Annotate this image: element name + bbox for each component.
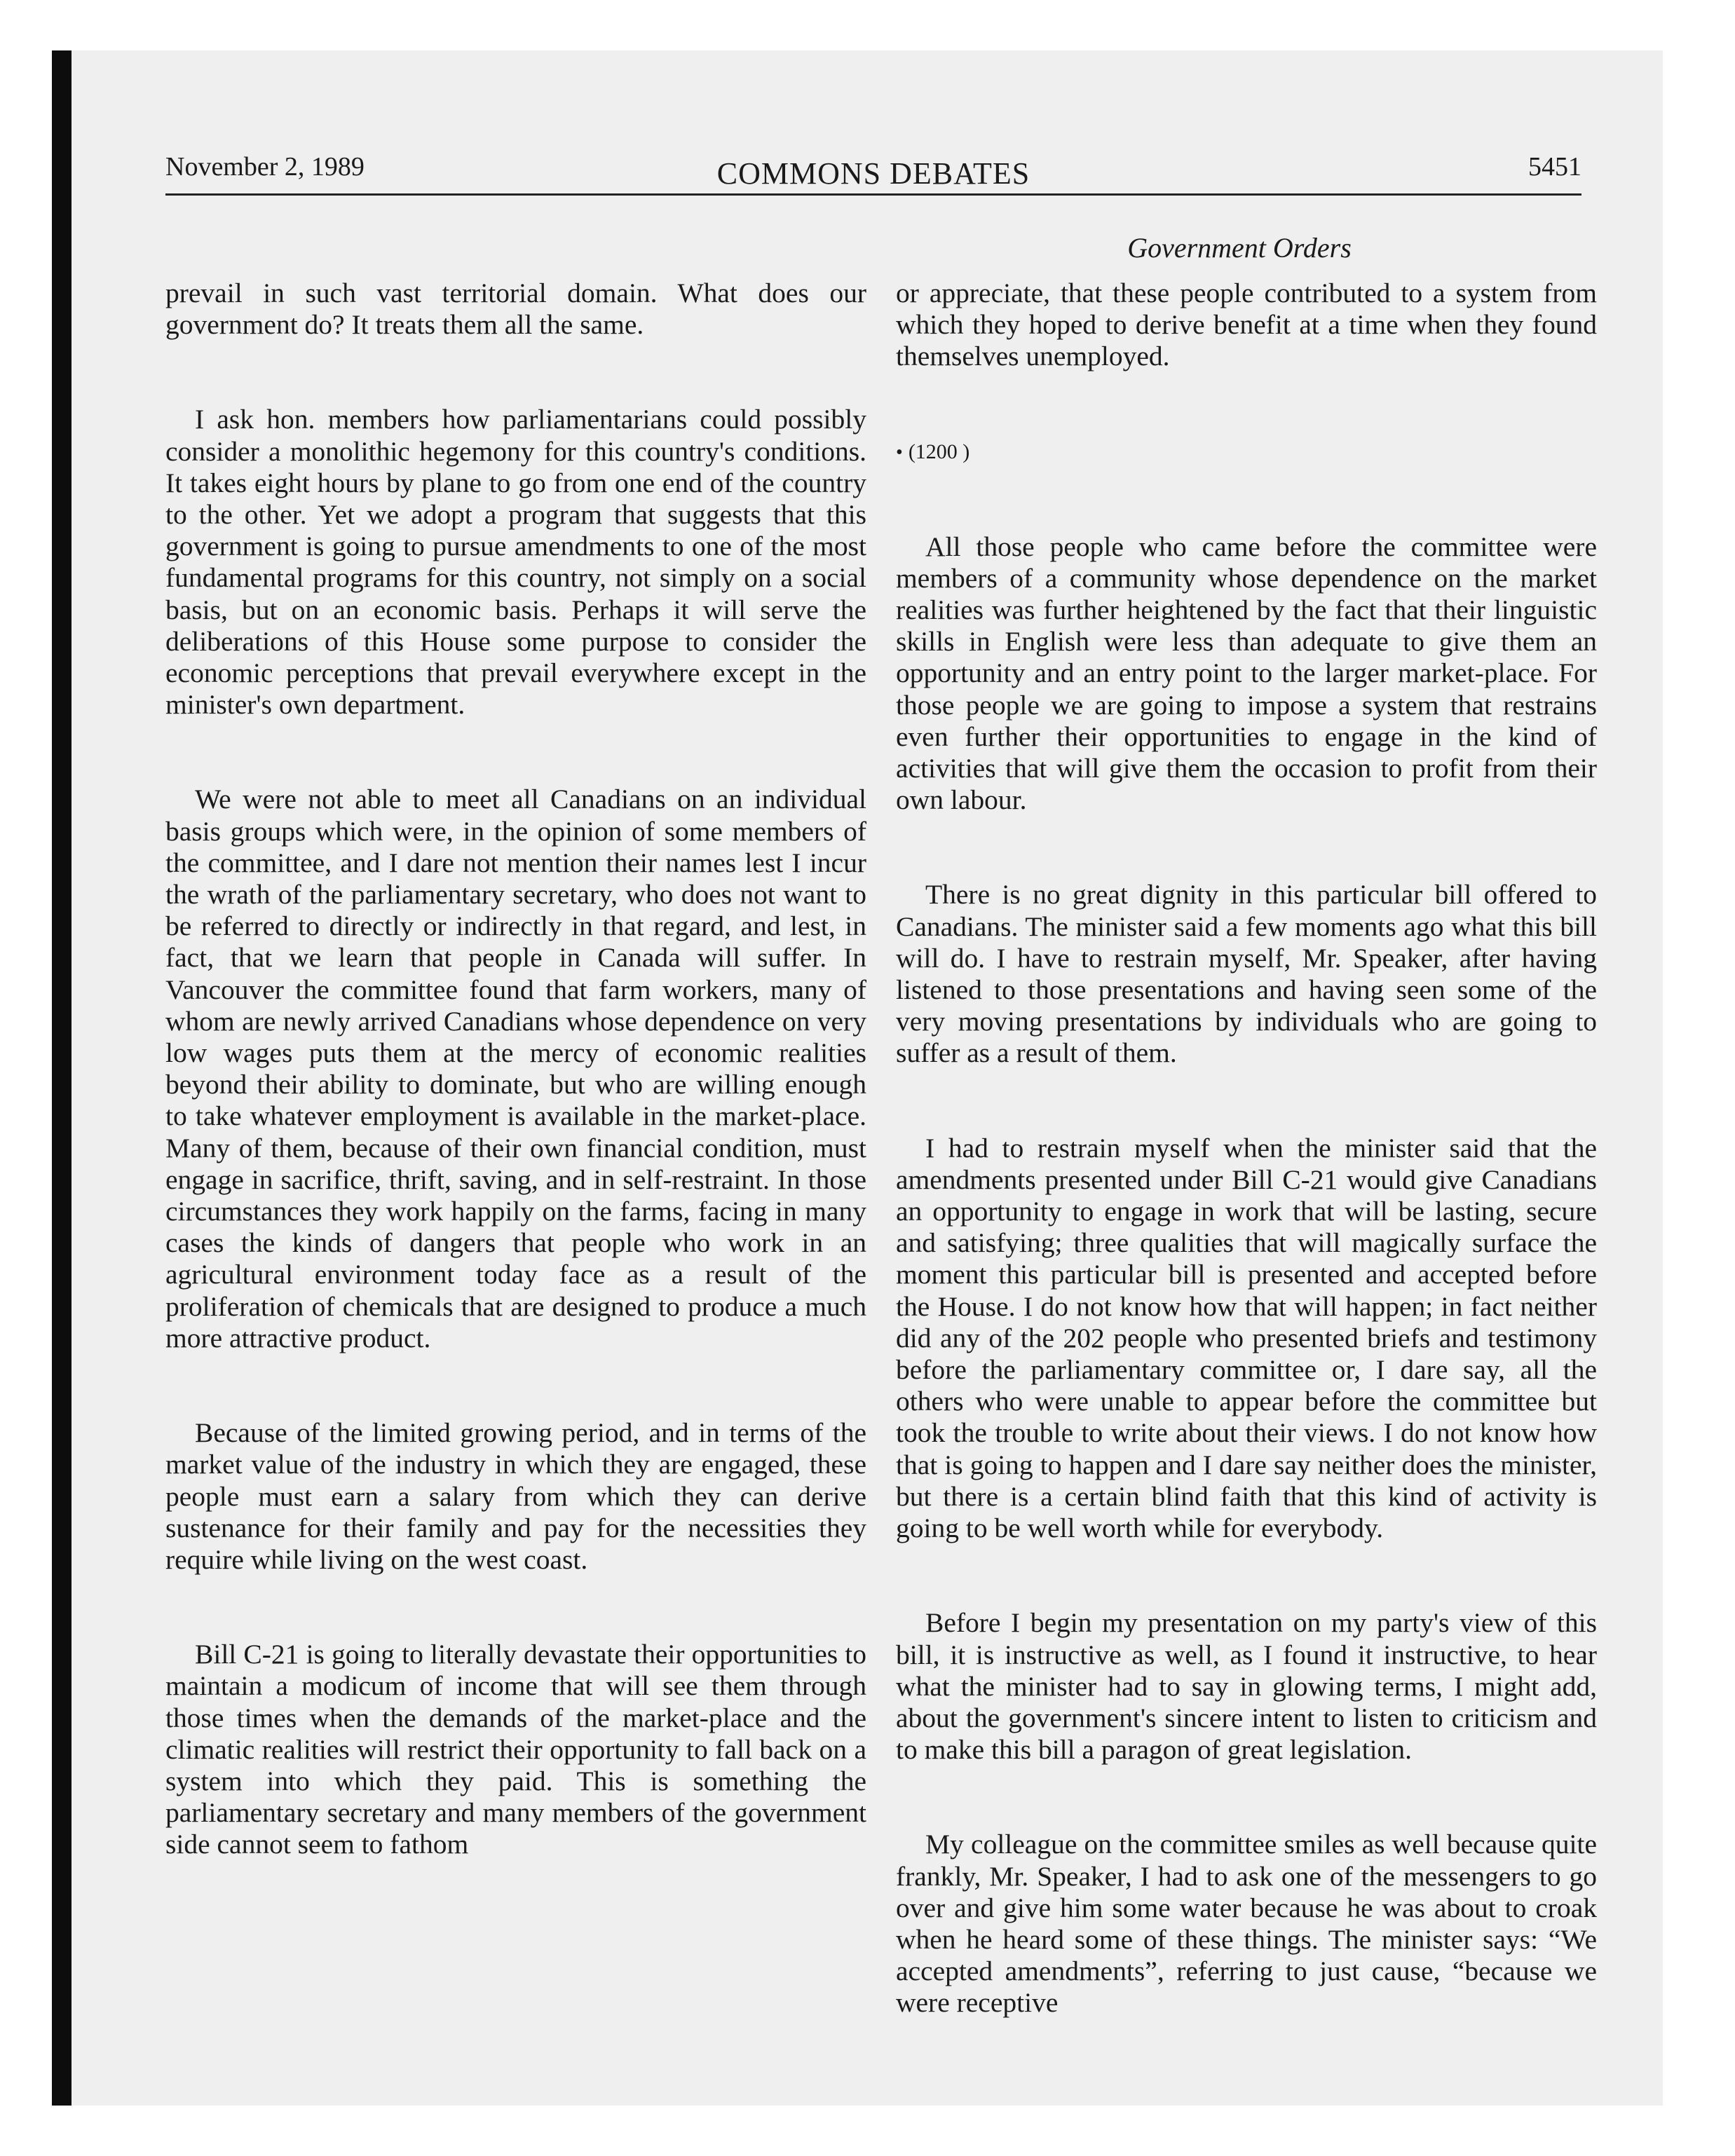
page-header (165, 147, 1581, 196)
paragraph: We were not able to meet all Canadians on an individual basis groups which were, in the opinion of some members of the committee, and I dare not mention their names lest I incur the wrath of the parliamentary secretary, who does not want to be referred to directly or indirectly in that regard, and lest, in fact, that we learn that people in Canada will suffer. In Vancouver the committee found that farm workers, many of whom are newly arrived Canadians whose dependence on very low wages puts them at the mercy of economic realities beyond their ability to dominate, but who are willing enough to take whatever employment is available in the market-place. Many of them, because of their own financial condition, must engage in sacrifice, thrift, saving, and in self-restraint. In those circumstances they work happily on the farms, facing in many cases the kinds of dangers that people who work in an agricultural environment today face as a result of the proliferation of chemicals that are designed to produce a much more attractive product. (165, 784, 866, 1353)
paragraph: I ask hon. members how parliamentarians could possibly consider a monolithic hegemony for this country's conditions. It takes eight hours by plane to go from one end of the country to the other. Yet we adopt a program that suggests that this government is going to pursue amendments to one of the most fundamental programs for this country, not simply on a social basis, but on an economic basis. Perhaps it will serve the deliberations of this House some purpose to consider the economic perceptions that prevail everywhere except in the minister's own department. (165, 404, 866, 721)
paragraph: All those people who came before the committee were members of a community whose dependence on the market realities was further heightened by the fact that their linguistic skills in English were less than adequate to give them an opportunity and an entry point to the larger market-place. For those people we are going to impose a system that restrains even further their opportunities to engage in the kind of activities that will give them the occasion to profit from their own labour. (896, 531, 1597, 816)
page-number: 5451 (1528, 152, 1581, 182)
time-marker (896, 436, 1597, 468)
paragraph: or appreciate, that these people contributed to a system from which they hoped to derive benefit at a time when they found themselves unemployed. (896, 278, 1597, 372)
scan-edge-bar (52, 50, 72, 2106)
header-date: November 2, 1989 (165, 152, 365, 182)
paragraph: Because of the limited growing period, and in terms of the market value of the industry in which they are engaged, these people must earn a salary from which they can derive sustenance for their family and pay for the necessities they require while living on the west coast. (165, 1417, 866, 1575)
time-marker-text: (1200 ) (908, 439, 970, 463)
bullet-icon: • (896, 441, 903, 463)
paragraph: prevail in such vast territorial domain. What does our government do? It treats them all the same. (165, 278, 866, 341)
paragraph: Before I begin my presentation on my party's view of this bill, it is instructive as well, as I found it instructive, to hear what the minister had to say in glowing terms, I might add, about the government's sincere intent to listen to criticism and to make this bill a paragon of great legislation. (896, 1607, 1597, 1766)
header-title: COMMONS DEBATES (716, 156, 1030, 191)
paragraph: Bill C-21 is going to literally devastate their opportunities to maintain a modicum of income that will see them through those times when the demands of the market-place and the climatic realities will restrict their opportunity to fall back on a system into which they paid. This is something the parliamentary secretary and many members of the government side cannot seem to fathom (165, 1639, 866, 1860)
paragraph: I had to restrain myself when the minister said that the amendments presented under Bill C-21 would give Canadians an opportunity to engage in work that will be lasting, secure and satisfying; three qualities that will magically surface the moment this particular bill is presented and accepted before the House. I do not know how that will happen; in fact neither did any of the 202 people who presented briefs and testimony before the parliamentary committee or, I dare say, all the others who were unable to appear before the committee but took the trouble to write about their views. I do not know how that is going to happen and I dare say neither does the minister, but there is a certain blind faith that this kind of activity is going to be well worth while for everybody. (896, 1132, 1597, 1544)
paragraph: There is no great dignity in this particular bill offered to Canadians. The minister said a few moments ago what this bill will do. I have to restrain myself, Mr. Speaker, after having listened to those presentations and having seen some of the very moving presentations by individuals who are going to suffer as a result of them. (896, 879, 1597, 1069)
right-column (896, 278, 1597, 2082)
left-column (165, 278, 866, 1924)
section-label: Government Orders (1127, 232, 1352, 264)
paragraph: My colleague on the committee smiles as well because quite frankly, Mr. Speaker, I had to ask one of the messengers to go over and give him some water because he was about to croak when he heard some of these things. The minister says: “We accepted amendments”, referring to just cause, “because we were receptive (896, 1829, 1597, 2019)
